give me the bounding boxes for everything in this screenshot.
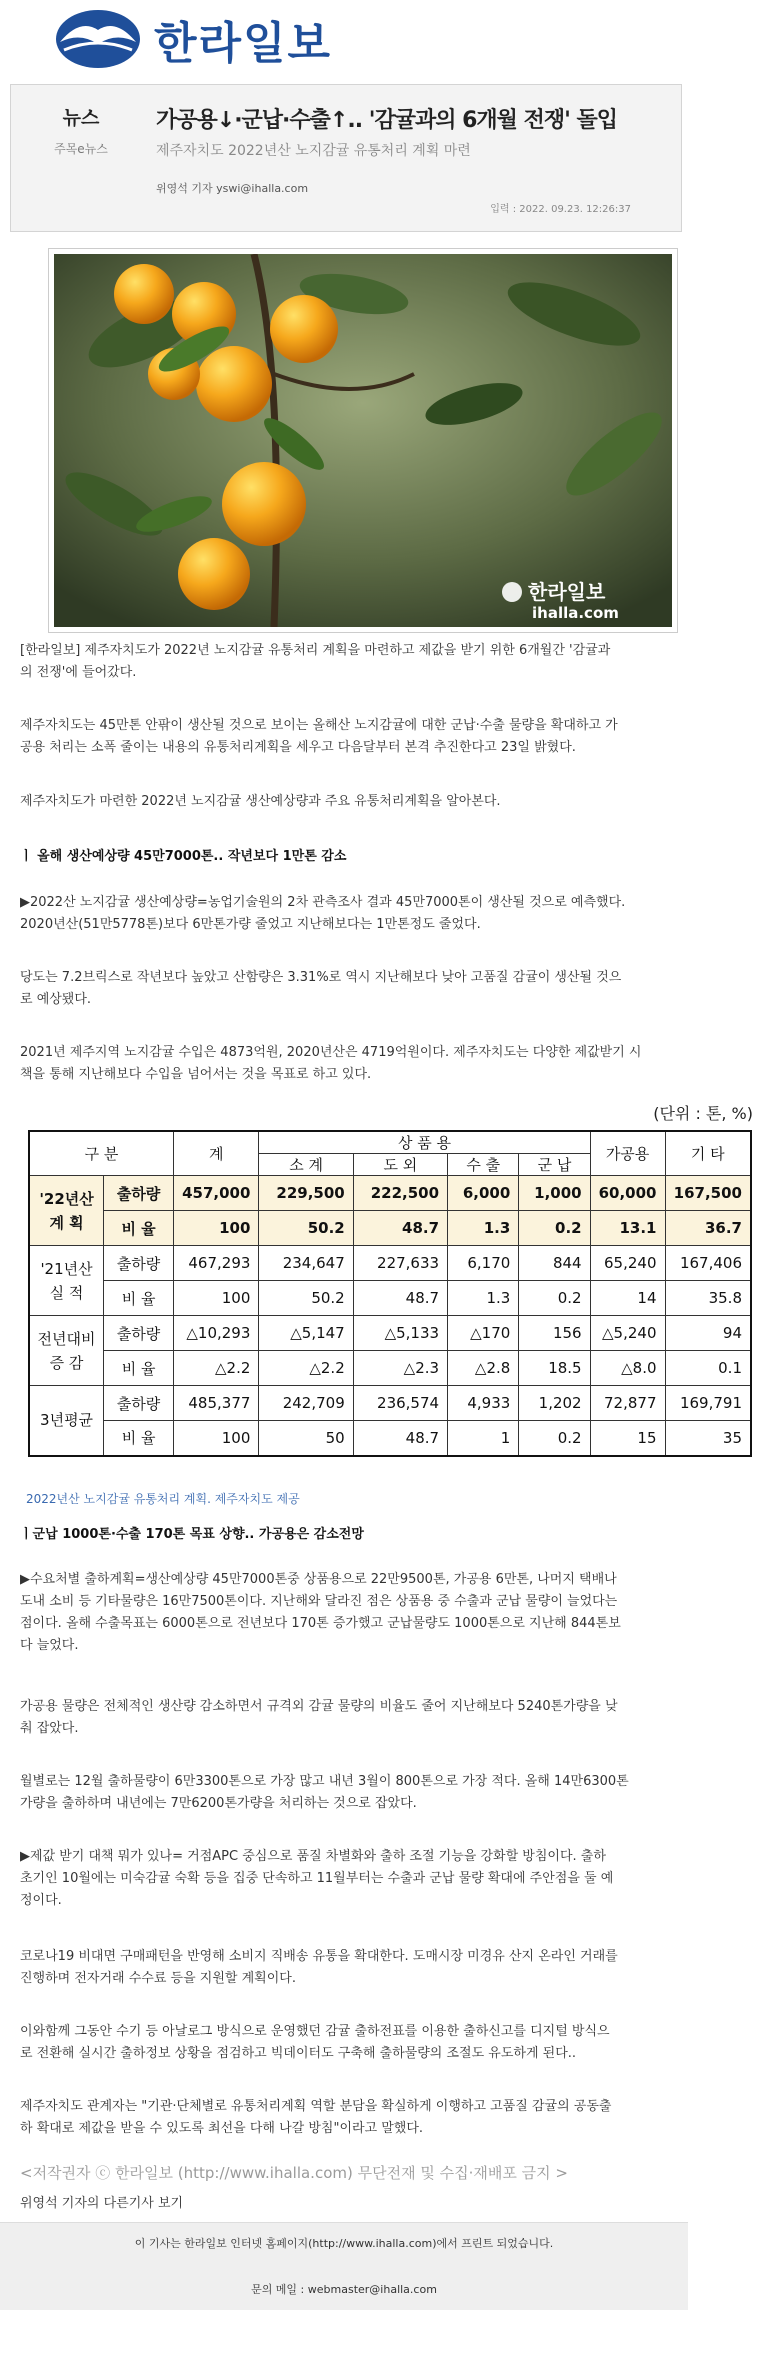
halla-mountain-logo-icon (54, 8, 142, 70)
table-cell: 167,406 (665, 1246, 751, 1281)
article-subheadline: 제주자치도 2022년산 노지감귤 유통처리 계획 마련 (156, 143, 471, 159)
table-cell: 100 (174, 1421, 259, 1456)
table-cell: △10,293 (174, 1316, 259, 1351)
table-cell: △170 (448, 1316, 519, 1351)
paragraph-1: [한라일보] 제주자치도가 2022년 노지감귤 유통처리 계획을 마련하고 제값을 받기 위한 6개월간 '감귤과 의 전쟁'에 들어갔다. (20, 643, 611, 680)
paragraph-13: 제주자치도 관계자는 "기관·단체별로 유통처리계획 역할 분담을 확실하게 이행하고 고품질 감귤의 공동출 하 확대로 제값을 받을 수 있도록 최선을 다해 나갈 방침"이라고 말했다. (20, 2099, 612, 2136)
table-cell: 100 (174, 1281, 259, 1316)
article-photo (48, 248, 678, 633)
row-metric-label: 비 율 (104, 1421, 174, 1456)
paragraph-11: 코로나19 비대면 구매패턴을 반영해 소비지 직배송 유통을 확대한다. 도매시장 미경유 산지 온라인 거래를 진행하며 전자거래 수수료 등을 지원할 계획이다. (20, 1949, 618, 1986)
section-name[interactable]: 뉴스 (62, 107, 100, 129)
table-cell: 13.1 (590, 1211, 665, 1246)
table-cell: 1,000 (519, 1176, 590, 1211)
print-note: 이 기사는 한라일보 인터넷 홈페이지(http://www.ihalla.com)에서 프린트 되었습니다. (134, 2237, 554, 2250)
section-subtitle-1: ㅣ 올해 생산예상량 45만7000톤.. 작년보다 1만톤 감소 (20, 849, 347, 864)
article-byline (156, 180, 671, 196)
row-metric-label: 출하량 (104, 1176, 174, 1211)
table-cell: 60,000 (590, 1176, 665, 1211)
paragraph-8: 가공용 물량은 전체적인 생산량 감소하면서 규격외 감귤 물량의 비율도 줄어 지난해보다 5240톤가량을 낮 춰 잡았다. (20, 1699, 618, 1736)
table-cell: 229,500 (259, 1176, 353, 1211)
masthead-logo-text: 한라일보 (154, 18, 333, 69)
table-cell: △5,147 (259, 1316, 353, 1351)
table-cell: 0.2 (519, 1281, 590, 1316)
paragraph-6: 2021년 제주지역 노지감귤 수입은 4873억원, 2020년산은 4719억원이다. 제주자치도는 다양한 제값받기 시 책을 통해 지난해보다 수입을 넘어서는 것을 목표로 하고 있다. (20, 1045, 642, 1082)
section-column (21, 103, 141, 157)
table-cell: △2.3 (353, 1351, 447, 1386)
paragraph-10: ▶제값 받기 대책 뭐가 있나= 거점APC 중심으로 품질 차별화와 출하 조절 기능을 강화할 방침이다. 출하 초기인 10월에는 미숙감귤 숙확 등을 집중 단속하고 11월부터는 수출과 군납 물량 확대에 주안점을 둘 예 정이다. (20, 1849, 614, 1908)
title-column (156, 103, 671, 196)
table-cell: 50.2 (259, 1281, 353, 1316)
contact-email[interactable]: 문의 메일 : webmaster@ihalla.com (251, 2283, 437, 2296)
row-metric-label: 비 율 (104, 1281, 174, 1316)
table-row (29, 1176, 751, 1211)
table-row (29, 1246, 751, 1281)
row-metric-label: 출하량 (104, 1316, 174, 1351)
table-cell: 0.1 (665, 1351, 751, 1386)
table-cell: 236,574 (353, 1386, 447, 1421)
table-cell: 1.3 (448, 1281, 519, 1316)
reporter-more-articles-link[interactable]: 위영석 기자의 다른기사 보기 (20, 2196, 184, 2211)
paragraph-12: 이와함께 그동안 수기 등 아날로그 방식으로 운영했던 감귤 출하전표를 이용한 출하신고를 디지털 방식으 로 전환해 실시간 출하정보 상황을 점검하고 빅데이터도 구축해 출하물량의 조절도 유도하게 된다.. (20, 2024, 610, 2061)
row-group-label: '22년산 계 획 (29, 1176, 104, 1246)
copyright-notice: <저작권자 ⓒ 한라일보 (http://www.ihalla.com) 무단전재 및 수집·재배포 금지 > (20, 2164, 568, 2182)
table-cell: 35.8 (665, 1281, 751, 1316)
table-cell: 100 (174, 1211, 259, 1246)
svg-text:한라일보: 한라일보 (528, 580, 606, 604)
row-group-label: 전년대비 증 감 (29, 1316, 104, 1386)
row-metric-label: 비 율 (104, 1211, 174, 1246)
table-cell: 14 (590, 1281, 665, 1316)
table-row (29, 1316, 751, 1351)
table-cell: △8.0 (590, 1351, 665, 1386)
paragraph-4: ▶2022산 노지감귤 생산예상량=농업기술원의 2차 관측조사 결과 45만7000톤이 생산될 것으로 예측했다. 2020년산(51만5778톤)보다 6만톤가량 줄었고 지난해보다는 1만톤정도 줄었다. (20, 895, 626, 932)
table-cell: 48.7 (353, 1211, 447, 1246)
table-cell: 15 (590, 1421, 665, 1456)
table-cell: 0.2 (519, 1211, 590, 1246)
masthead-logo[interactable] (54, 6, 332, 72)
table-caption: 2022년산 노지감귤 유통처리 계획. 제주자치도 제공 (26, 1492, 300, 1506)
row-group-label: '21년산 실 적 (29, 1246, 104, 1316)
table-cell: △5,240 (590, 1316, 665, 1351)
table-cell: 227,633 (353, 1246, 447, 1281)
table-cell: 167,500 (665, 1176, 751, 1211)
reporter-name: 위영석 기자 (156, 182, 213, 195)
table-cell: 94 (665, 1316, 751, 1351)
table-cell: 48.7 (353, 1421, 447, 1456)
table-cell: 234,647 (259, 1246, 353, 1281)
table-cell: 72,877 (590, 1386, 665, 1421)
header-total: 계 (174, 1131, 259, 1176)
table-cell: 6,000 (448, 1176, 519, 1211)
published-date: 입력 : 2022. 09.23. 12:26:37 (490, 204, 631, 215)
table-cell: 50 (259, 1421, 353, 1456)
article-headline: 가공용↓·군납·수출↑.. '감귤과의 6개월 전쟁' 돌입 (156, 108, 617, 133)
paragraph-2: 제주자치도는 45만톤 안팎이 생산될 것으로 보이는 올해산 노지감귤에 대한 군납·수출 물량을 확대하고 가 공용 처리는 소폭 줄이는 내용의 유통처리계획을 세우고 다음달부터 본격 추진한다고 23일 밝혔다. (20, 718, 618, 755)
table-cell: 844 (519, 1246, 590, 1281)
table-cell: 4,933 (448, 1386, 519, 1421)
table-cell: 222,500 (353, 1176, 447, 1211)
row-metric-label: 출하량 (104, 1386, 174, 1421)
table-cell: 36.7 (665, 1211, 751, 1246)
table-cell: 1 (448, 1421, 519, 1456)
article-header (10, 84, 682, 232)
table-cell: 48.7 (353, 1281, 447, 1316)
row-group-label: 3년평균 (29, 1386, 104, 1456)
header-other: 기 타 (665, 1131, 751, 1176)
header-military: 군 납 (519, 1154, 590, 1176)
table-row (29, 1421, 751, 1456)
table-row (29, 1281, 751, 1316)
table-unit-label: (단위 : 톤, %) (653, 1104, 753, 1123)
paragraph-9: 월별로는 12월 출하물량이 6만3300톤으로 가장 많고 내년 3월이 800톤으로 가장 적다. 올해 14만6300톤 가량을 출하하며 내년에는 7만6200톤가량을 처리하는 것으로 잡았다. (20, 1774, 629, 1811)
table-cell: 1,202 (519, 1386, 590, 1421)
table-cell: 65,240 (590, 1246, 665, 1281)
table-cell: 457,000 (174, 1176, 259, 1211)
table-cell: 485,377 (174, 1386, 259, 1421)
table-cell: 0.2 (519, 1421, 590, 1456)
table-cell: 467,293 (174, 1246, 259, 1281)
paragraph-5: 당도는 7.2브릭스로 작년보다 높았고 산함량은 3.31%로 역시 지난해보다 낮아 고품질 감귤이 생산될 것으 로 예상됐다. (20, 970, 622, 1007)
paragraph-7: ▶수요처별 출하계획=생산예상량 45만7000톤중 상품용으로 22만9500톤, 가공용 6만톤, 나머지 택배나 도내 소비 등 기타물량은 16만7500톤이다. 지난해와 달라진 점은 상품용 중 수출과 군납 물량이 늘었다는 점이다. 올해 수출목표는 6000톤으로 전년보다 170톤 증가했고 군납물량도 1000톤으로 지난해 844톤보 다 늘었다. (20, 1572, 621, 1653)
tangerine-photo (54, 254, 672, 627)
row-metric-label: 비 율 (104, 1351, 174, 1386)
section-subtitle-2: ㅣ군납 1000톤·수출 170톤 목표 상향.. 가공용은 감소전망 (20, 1527, 364, 1542)
table-cell: △2.2 (174, 1351, 259, 1386)
table-cell: 242,709 (259, 1386, 353, 1421)
table-row (29, 1386, 751, 1421)
svg-text:ihalla.com: ihalla.com (532, 604, 619, 622)
table-cell: △2.8 (448, 1351, 519, 1386)
header-product: 상 품 용 (259, 1131, 590, 1154)
header-division: 구 분 (29, 1131, 174, 1176)
print-footer (0, 2222, 688, 2310)
table-cell: △2.2 (259, 1351, 353, 1386)
table-cell: △5,133 (353, 1316, 447, 1351)
section-subcategory[interactable]: 주목e뉴스 (54, 142, 108, 156)
header-subtotal: 소 계 (259, 1154, 353, 1176)
header-outside: 도 외 (353, 1154, 447, 1176)
table-cell: 169,791 (665, 1386, 751, 1421)
table-cell: 35 (665, 1421, 751, 1456)
table-cell: 156 (519, 1316, 590, 1351)
table-cell: 1.3 (448, 1211, 519, 1246)
table-cell: 18.5 (519, 1351, 590, 1386)
table-cell: 6,170 (448, 1246, 519, 1281)
table-row (29, 1351, 751, 1386)
distribution-plan-table (28, 1130, 752, 1457)
table-cell: 50.2 (259, 1211, 353, 1246)
header-export: 수 출 (448, 1154, 519, 1176)
reporter-email[interactable]: yswi@ihalla.com (216, 182, 309, 195)
paragraph-3: 제주자치도가 마련한 2022년 노지감귤 생산예상량과 주요 유통처리계획을 알아본다. (20, 794, 501, 809)
header-processing: 가공용 (590, 1131, 665, 1176)
row-metric-label: 출하량 (104, 1246, 174, 1281)
table-row (29, 1211, 751, 1246)
